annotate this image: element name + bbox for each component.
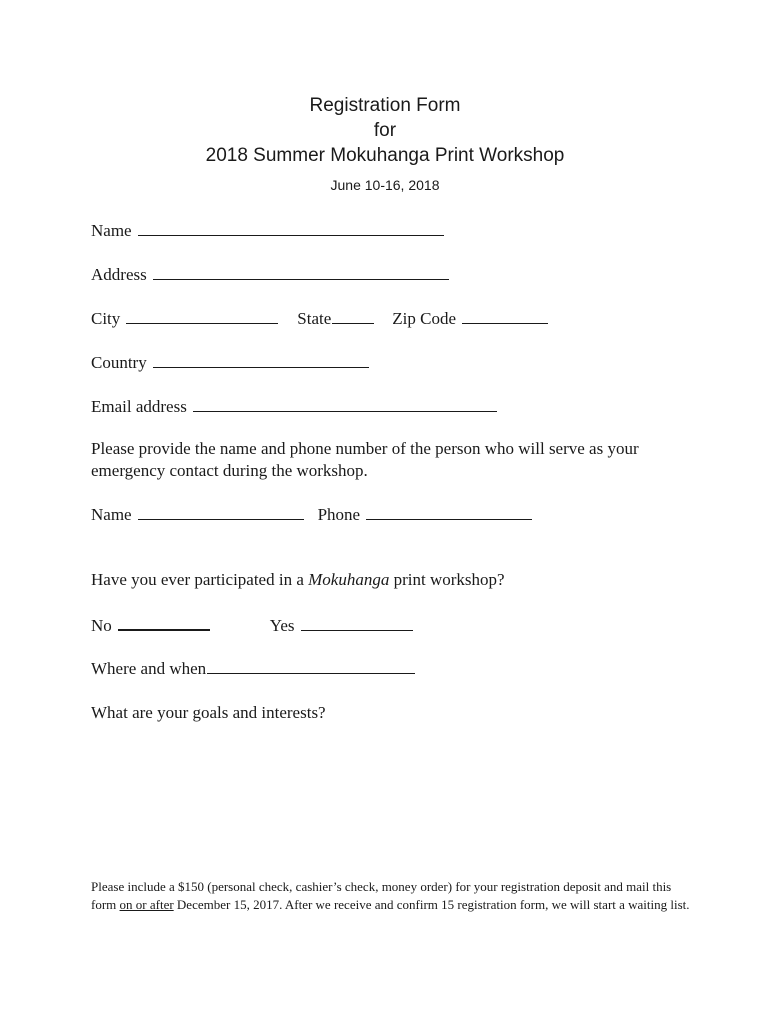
address-row bbox=[91, 263, 449, 286]
state-label: State bbox=[297, 309, 332, 328]
mokuhanga-term: Mokuhanga bbox=[308, 570, 390, 589]
where-when-row bbox=[91, 657, 415, 680]
where-when-field[interactable] bbox=[207, 657, 415, 674]
city-state-zip-row bbox=[91, 307, 548, 330]
experience-question-end: print workshop? bbox=[389, 570, 505, 589]
form-title-for: for bbox=[373, 120, 397, 141]
country-field[interactable] bbox=[153, 351, 369, 368]
state-field[interactable] bbox=[332, 307, 374, 324]
yes-label: Yes bbox=[269, 616, 295, 635]
zip-code-label: Zip Code bbox=[392, 309, 457, 328]
emergency-contact-row bbox=[91, 503, 532, 526]
country-label: Country bbox=[91, 353, 147, 372]
emergency-contact-prompt: Please provide the name and phone number of the person who will serve as your emergency contact during the workshop. bbox=[91, 439, 639, 480]
zip-code-field[interactable] bbox=[462, 307, 548, 324]
emergency-phone-field[interactable] bbox=[366, 503, 532, 520]
no-field[interactable] bbox=[118, 613, 210, 631]
email-label: Email address bbox=[91, 397, 187, 416]
yes-field[interactable] bbox=[301, 614, 413, 631]
city-label: City bbox=[91, 309, 121, 328]
no-label: No bbox=[91, 616, 112, 635]
experience-question-text: Have you ever participated in a bbox=[91, 570, 309, 589]
experience-question bbox=[91, 569, 505, 591]
emergency-name-field[interactable] bbox=[138, 503, 304, 520]
deposit-date-emphasis: on or after bbox=[119, 897, 174, 912]
deposit-instructions-text: Please include a $150 (personal check, cashier’s check, money order) for your registration deposit and mail this form bbox=[91, 879, 672, 912]
goals-question: What are your goals and interests? bbox=[91, 703, 326, 722]
form-title: Registration Form bbox=[309, 95, 461, 116]
deposit-instructions-end: December 15, 2017. After we receive and confirm 15 registration form, we will start a waiting list. bbox=[173, 897, 690, 912]
yes-no-row bbox=[91, 613, 413, 637]
country-row bbox=[91, 351, 369, 374]
email-field[interactable] bbox=[193, 395, 497, 412]
address-label: Address bbox=[91, 265, 147, 284]
city-field[interactable] bbox=[126, 307, 278, 324]
emergency-name-label: Name bbox=[91, 505, 132, 524]
email-row bbox=[91, 395, 497, 418]
name-field[interactable] bbox=[138, 219, 444, 236]
address-field[interactable] bbox=[153, 263, 449, 280]
name-label: Name bbox=[91, 221, 132, 240]
workshop-title: 2018 Summer Mokuhanga Print Workshop bbox=[205, 145, 565, 166]
workshop-dates: June 10-16, 2018 bbox=[330, 177, 440, 193]
emergency-phone-label: Phone bbox=[317, 505, 361, 524]
deposit-instructions bbox=[91, 878, 691, 914]
where-when-label: Where and when bbox=[91, 659, 207, 678]
name-row bbox=[91, 219, 444, 242]
